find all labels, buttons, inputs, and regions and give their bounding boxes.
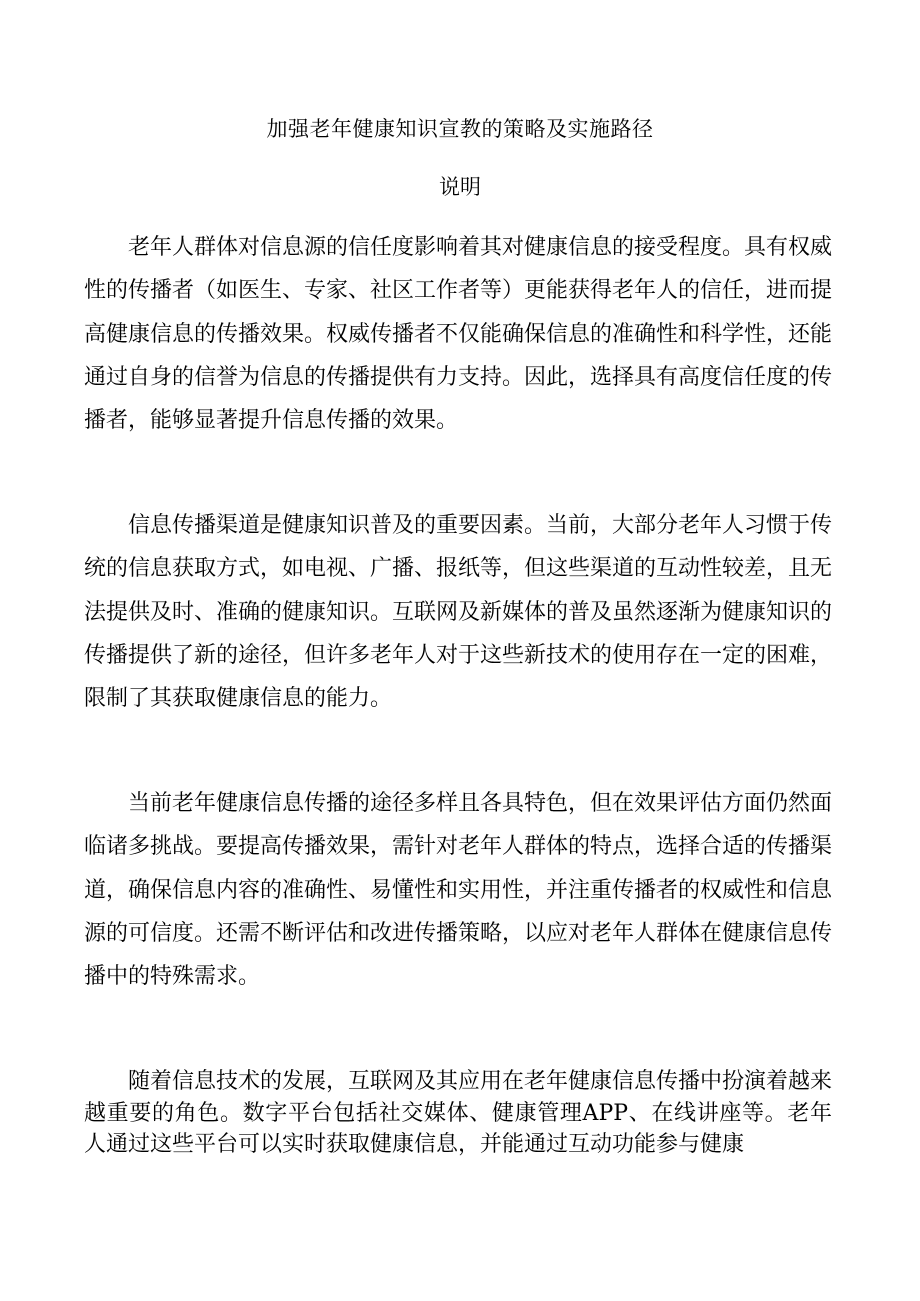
section-heading: 说明 — [439, 175, 481, 199]
paragraph-2: 信息传播渠道是健康知识普及的重要因素。当前，大部分老年人习惯于传统的信息获取方式，如电视、广播、报纸等，但这些渠道的互动性较差，且无法提供及时、准确的健康知识。互联网及新媒体的普及虽然逐渐为健康知识的传播提供了新的途径，但许多老年人对于这些新技术的使用存在一定的困难，限制了其获取健康信息的能力。 — [84, 513, 833, 712]
paragraph-3: 当前老年健康信息传播的途径多样且各具特色，但在效果评估方面仍然面临诸多挑战。要提高传播效果，需针对老年人群体的特点，选择合适的传播渠道，确保信息内容的准确性、易懂性和实用性，并注重传播者的权威性和信息源的可信度。还需不断评估和改进传播策略，以应对老年人群体在健康信息传播中的特殊需求。 — [84, 791, 833, 990]
paragraph-1: 老年人群体对信息源的信任度影响着其对健康信息的接受程度。具有权威性的传播者（如医生、专家、社区工作者等）更能获得老年人的信任，进而提高健康信息的传播效果。权威传播者不仅能确保信息的准确性和科学性，还能通过自身的信誉为信息的传播提供有力支持。因此，选择具有高度信任度的传播者，能够显著提升信息传播的效果。 — [84, 235, 833, 434]
paragraph-4: 随着信息技术的发展，互联网及其应用在老年健康信息传播中扮演着越来越重要的角色。数字平台包括社交媒体、健康管理APP、在线讲座等。老年人通过这些平台可以实时获取健康信息，并能通过互动功能参与健康 — [84, 1069, 833, 1157]
document-title: 加强老年健康知识宣教的策略及实施路径 — [266, 117, 654, 141]
